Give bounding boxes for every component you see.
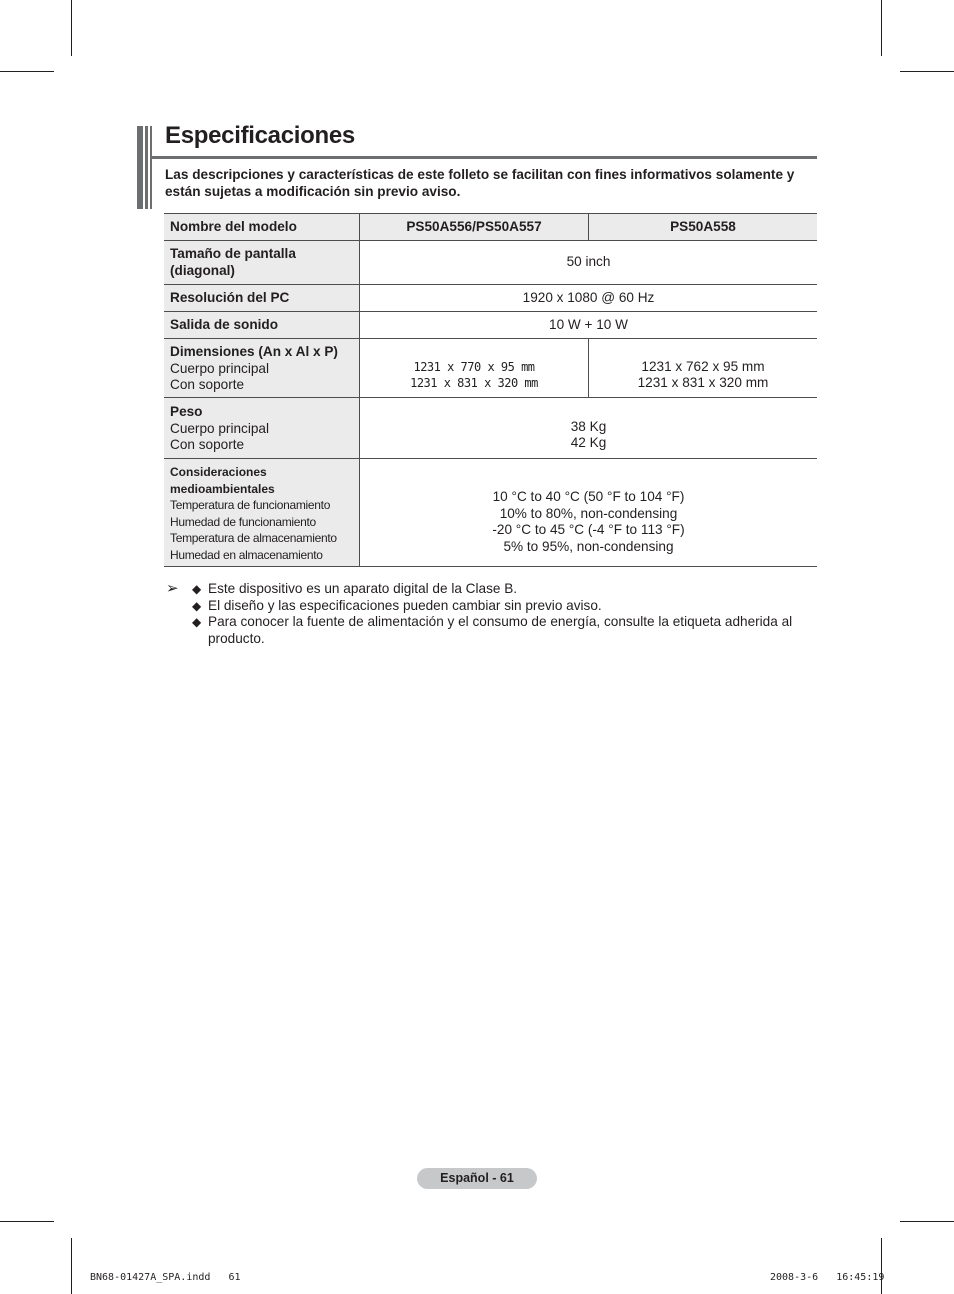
footer-file-name: BN68-01427A_SPA.indd 61 <box>90 1272 241 1283</box>
value-operating-humidity: 10% to 80%, non-condensing <box>499 505 678 521</box>
diamond-bullet-icon: ◆ <box>192 598 202 613</box>
value-pc-resolution: 1920 x 1080 @ 60 Hz <box>360 285 818 312</box>
table-row-weight <box>164 398 817 459</box>
label-screen-size-line1: Tamaño de pantalla <box>170 246 296 261</box>
label-storage-temperature: Temperatura de almacenamiento <box>170 531 337 545</box>
value-dimensions-b-stand: 1231 x 831 x 320 mm <box>637 375 769 390</box>
value-weight-stand: 42 Kg <box>570 435 607 450</box>
value-sound-output: 10 W + 10 W <box>360 312 818 339</box>
note-text: El diseño y las especificaciones pueden cambiar sin previo aviso. <box>208 597 602 613</box>
list-item <box>192 598 816 615</box>
list-item <box>192 614 816 647</box>
diamond-bullet-icon: ◆ <box>192 615 202 629</box>
value-screen-size: 50 inch <box>360 241 818 285</box>
table-row-dimensions <box>164 339 817 398</box>
label-dimensions-main: Cuerpo principal <box>170 360 269 376</box>
table-row-screen-size <box>164 241 817 285</box>
table-row-sound-output <box>164 312 817 339</box>
value-dimensions-model-b <box>589 339 818 398</box>
label-weight-main: Cuerpo principal <box>170 420 269 436</box>
intro-text: Las descripciones y características de este folleto se facilitan con fines informativos solamente y están sujetas a modificación sin previo aviso. <box>165 167 795 199</box>
crop-mark <box>71 1238 72 1294</box>
crop-mark <box>71 0 72 56</box>
label-operating-temperature: Temperatura de funcionamiento <box>170 498 331 512</box>
value-weight <box>360 398 818 459</box>
label-screen-size <box>164 241 360 285</box>
list-item <box>192 581 816 598</box>
label-sound-output <box>164 312 360 339</box>
page-title: Especificaciones <box>165 122 355 149</box>
crop-mark <box>900 71 954 72</box>
label-environment-line2: medioambientales <box>170 481 275 496</box>
crop-mark <box>881 0 882 56</box>
table-row-environment <box>164 459 817 567</box>
value-dimensions-a-stand: 1231 x 831 x 320 mm <box>410 376 538 390</box>
label-weight-title: Peso <box>170 404 203 419</box>
label-weight <box>164 398 360 459</box>
header-model-b: PS50A558 <box>589 214 818 241</box>
crop-mark <box>0 71 54 72</box>
label-environment <box>164 459 360 567</box>
arrow-icon: ➢ <box>166 580 179 597</box>
value-environment <box>360 459 818 567</box>
note-text: Para conocer la fuente de alimentación y el consumo de energía, consulte la etiqueta adherida al producto. <box>208 614 793 646</box>
table-header-row <box>164 214 817 241</box>
crop-mark <box>881 1238 882 1294</box>
label-operating-humidity: Humedad de funcionamiento <box>170 514 316 529</box>
value-weight-main: 38 Kg <box>570 418 607 434</box>
value-operating-temperature: 10 °C to 40 °C (50 °F to 104 °F) <box>492 489 685 504</box>
label-weight-stand: Con soporte <box>170 437 245 452</box>
crop-mark <box>900 1221 954 1222</box>
label-pc-resolution <box>164 285 360 312</box>
notes-list <box>166 581 816 647</box>
label-dimensions <box>164 339 360 398</box>
label-dimensions-title: Dimensiones (An x Al x P) <box>170 344 338 359</box>
label-pc-resolution-text: Resolución del PC <box>170 289 290 305</box>
notes-section <box>166 581 816 647</box>
value-dimensions-a-main: 1231 x 770 x 95 mm <box>413 359 535 374</box>
label-sound-output-text: Salida de sonido <box>170 316 279 332</box>
page-number-badge: Español - 61 <box>417 1168 537 1189</box>
label-storage-humidity: Humedad en almacenamiento <box>170 547 323 562</box>
label-screen-size-line2: (diagonal) <box>170 262 235 278</box>
value-dimensions-model-a <box>360 339 589 398</box>
title-underline <box>151 156 817 159</box>
value-storage-humidity: 5% to 95%, non-condensing <box>503 538 674 554</box>
note-text: Este dispositivo es un aparato digital de la Clase B. <box>208 581 518 596</box>
table-row-pc-resolution <box>164 285 817 312</box>
label-environment-line1: Consideraciones <box>170 465 267 479</box>
footer-timestamp: 2008-3-6 16:45:19 <box>770 1272 885 1283</box>
diamond-bullet-icon: ◆ <box>192 582 202 596</box>
value-storage-temperature: -20 °C to 45 °C (-4 °F to 113 °F) <box>492 522 685 537</box>
value-dimensions-b-main: 1231 x 762 x 95 mm <box>641 358 765 374</box>
header-model-name: Nombre del modelo <box>164 214 360 241</box>
specifications-table <box>164 213 817 567</box>
header-model-a: PS50A556/PS50A557 <box>360 214 589 241</box>
crop-mark <box>0 1221 54 1222</box>
label-dimensions-stand: Con soporte <box>170 377 245 392</box>
